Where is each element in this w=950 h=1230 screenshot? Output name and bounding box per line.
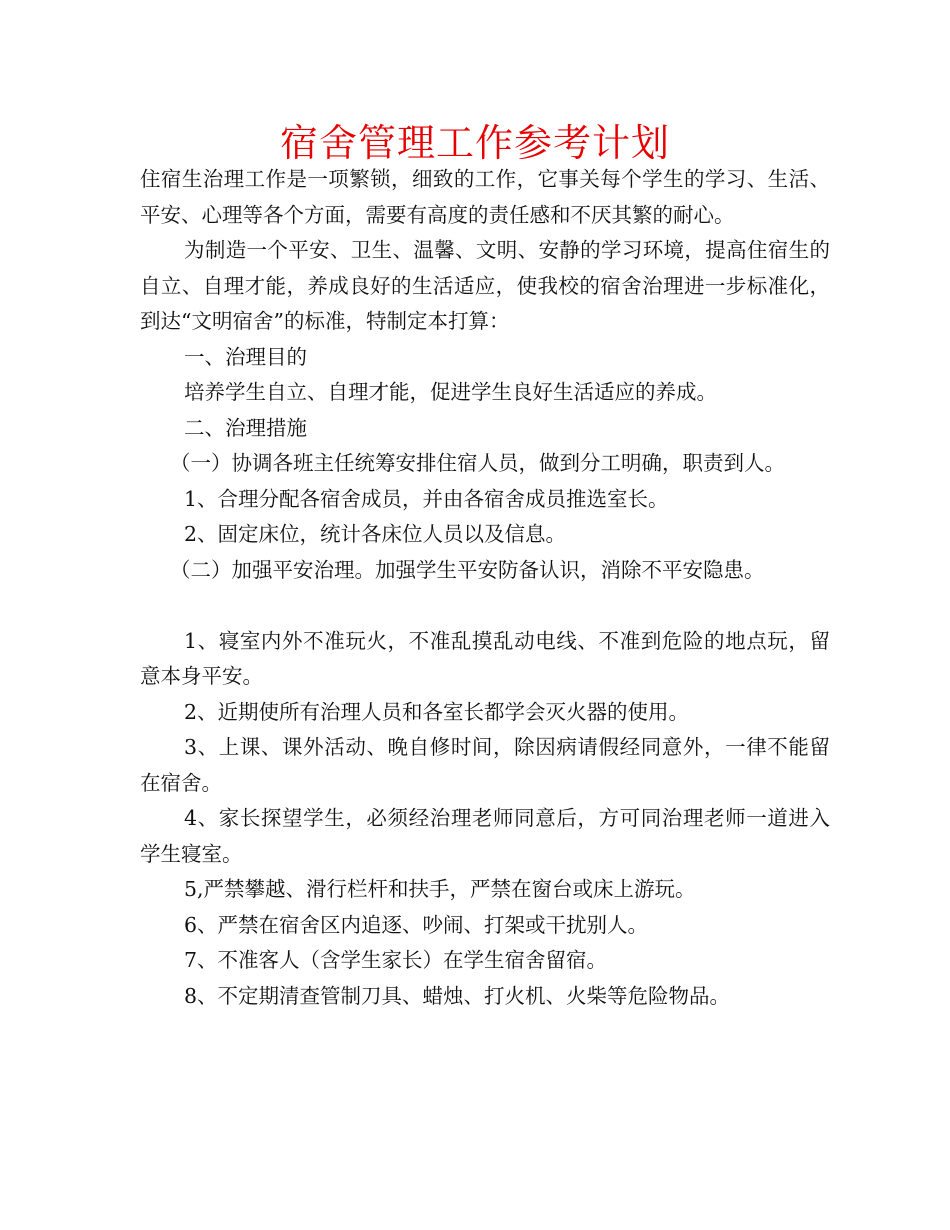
paragraph-intro: 住宿生治理工作是一项繁锁，细致的工作，它事关每个学生的学习、生活、平安、心理等各个方面，需要有高度的责任感和不厌其繁的耐心。 [140, 167, 830, 227]
paragraph-objective: 培养学生自立、自理才能，促进学生良好生活适应的养成。 [184, 380, 717, 404]
heading-objective: 一、治理目的 [184, 344, 307, 369]
document-title: 宿舍管理工作参考计划 [279, 121, 670, 165]
list-item: 1、寝室内外不准玩火，不准乱摸乱动电线、不准到危险的地点玩，留意本身平安。 [140, 628, 830, 688]
paragraph-purpose: 为制造一个平安、卫生、温馨、文明、安静的学习环境，提高住宿生的自立、自理才能，养成良好的生活适应，使我校的宿舍治理进一步标准化，到达“文明宿舍”的标准，特制定本打算： [140, 238, 830, 333]
list-item: 8、不定期清查管制刀具、蜡烛、打火机、火柴等危险物品。 [184, 983, 731, 1008]
blank-line [140, 588, 830, 624]
subheading-safety: （二）加强平安治理。加强学生平安防备认识，消除不平安隐患。 [170, 557, 765, 582]
document-body [140, 162, 830, 1014]
list-item: 2、近期使所有治理人员和各室长都学会灭火器的使用。 [184, 699, 690, 724]
list-item: 3、上课、课外活动、晚自修时间，除因病请假经同意外，一律不能留在宿舍。 [140, 735, 830, 795]
list-item: 7、不准客人（含学生家长）在学生宿舍留宿。 [184, 948, 608, 972]
heading-measures: 二、治理措施 [184, 415, 307, 440]
list-item: 4、家长探望学生，必须经治理老师同意后，方可同治理老师一道进入学生寝室。 [140, 806, 830, 866]
list-item: 2、固定床位，统计各床位人员以及信息。 [184, 522, 567, 546]
list-item: 6、严禁在宿舍区内追逐、吵闹、打架或干扰别人。 [184, 912, 649, 937]
list-item: 1、合理分配各宿舍成员，并由各宿舍成员推选室长。 [184, 486, 669, 511]
list-item: 5,严禁攀越、滑行栏杆和扶手，严禁在窗台或床上游玩。 [184, 877, 696, 901]
subheading-coordination: （一）协调各班主任统筹安排住宿人员，做到分工明确，职责到人。 [170, 451, 785, 475]
